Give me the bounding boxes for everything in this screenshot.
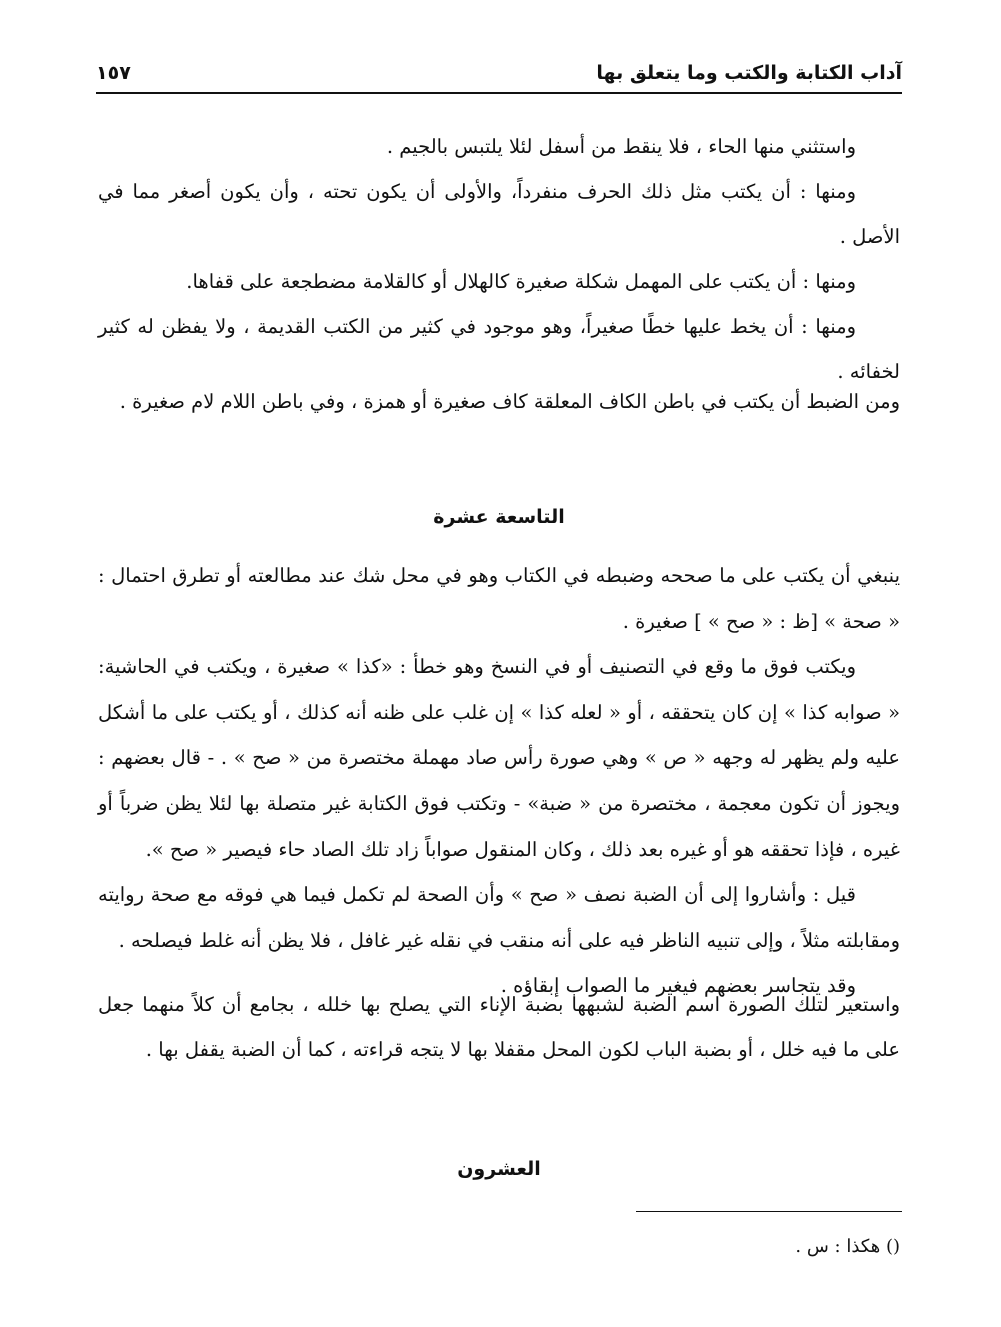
paragraph: ومنها : أن يكتب على المهمل شكلة صغيرة كالهلال أو كالقلامة مضطجعة على قفاها.: [186, 270, 856, 293]
section-heading-twentieth: العشرون: [457, 1158, 541, 1180]
paragraph: ويكتب فوق ما وقع في التصنيف أو في النسخ وهو خطأ : «كذا » صغيرة ، ويكتب في الحاشية: « صوابه كذا » إن كان يتحققه ، أو « لعله كذا » إن غلب على ظنه أنه كذلك ، أو يكتب على ما أشكل عليه ولم يظهر له وجهه « ص » وهي صورة رأس صاد مهملة مختصرة من « صح » . - قال بعضهم : ويجوز أن تكون معجمة ، مختصرة من « ضبة» - وتكتب فوق الكتابة غير متصلة بها لئلا يظن ضرباً أو غيره ، فإذا تحققه هو أو غيره بعد ذلك ، وكان المنقول صواباً زاد تلك الصاد حاء فيصير « صح ».: [98, 655, 900, 861]
page-number: ١٥٧: [96, 62, 131, 84]
text-block-1: [98, 124, 900, 394]
text-block-3: [98, 553, 900, 1009]
paragraph: ومنها : أن يكتب مثل ذلك الحرف منفرداً، والأولى أن يكون تحته ، وأن يكون أصغر مما في الأصل .: [98, 180, 900, 248]
footnote: () هكذا : س .: [795, 1236, 900, 1257]
paragraph: ومن الضبط أن يكتب في باطن الكاف المعلقة كاف صغيرة أو همزة ، وفي باطن اللام لام صغيرة .: [119, 390, 900, 413]
paragraph: قيل : وأشاروا إلى أن الضبة نصف « صح » وأن الصحة لم تكمل فيما هي فوقه مع صحة روايته ومقابلته مثلاً ، وإلى تنبيه الناظر فيه على أنه منقب في نقله غير غافل ، فلا يظن أنه غلط فيصلحه .: [98, 883, 900, 952]
text-block-4: [98, 982, 900, 1072]
paragraph: ينبغي أن يكتب على ما صححه وضبطه في الكتاب وهو في محل شك عند مطالعته أو تطرق احتمال : « صحة » [ظ : « صح » ] صغيرة .: [98, 564, 900, 633]
paragraph: واستثني منها الحاء ، فلا ينقط من أسفل لئلا يلتبس بالجيم .: [386, 135, 856, 158]
paragraph: واستعير لتلك الصورة اسم الضبة لشبهها بضبة الإناء التي يصلح بها خلله ، بجامع أن كلاً منهما جعل على ما فيه خلل ، أو بضبة الباب لكون المحل مقفلا بها لا يتجه قراءته ، كما أن الضبة يقفل بها .: [98, 993, 900, 1061]
running-title: آداب الكتابة والكتب وما يتعلق بها: [596, 62, 902, 84]
paragraph: وقد يتجاسر بعضهم فيغير ما الصواب إبقاؤه .: [500, 974, 856, 998]
page-header: [96, 58, 902, 94]
footnote-divider: [636, 1211, 902, 1212]
text-block-2: [98, 379, 900, 424]
section-heading-nineteenth: التاسعة عشرة: [433, 506, 565, 528]
paragraph: ومنها : أن يخط عليها خطًا صغيراً، وهو موجود في كثير من الكتب القديمة ، ولا يفظن له كثير لخفائه .: [98, 315, 900, 383]
